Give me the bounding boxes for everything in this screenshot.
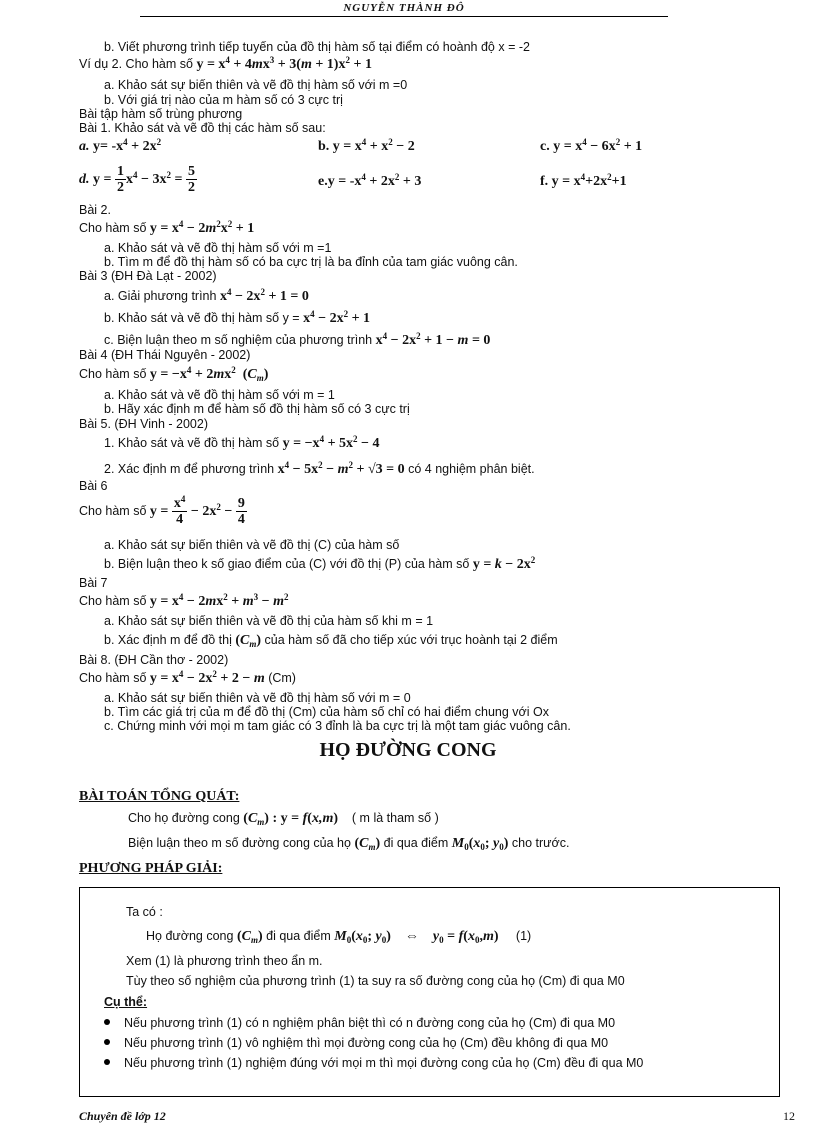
text-line: b. Hãy xác định m để hàm số đồ thị hàm số có 3 cực trị: [104, 402, 410, 416]
cu-the-label: Cụ thể:: [104, 995, 148, 1009]
text-line: c. Chứng minh với mọi m tam giác có 3 đỉnh là ba cực trị là một tam giác vuông cân.: [104, 719, 571, 733]
text-line: a. Khảo sát và vẽ đồ thị hàm số với m = 1: [104, 388, 335, 402]
text-line: Tùy theo số nghiệm của phương trình (1) ta suy ra số đường cong của họ (Cm) đi qua M0: [126, 974, 625, 988]
page-header: NGUYỄN THÀNH ĐÔ: [140, 2, 668, 17]
exercise-6: Bài 6: [79, 479, 108, 493]
text-line: b. Xác định m để đồ thị $(C_m)$ của hàm số đã cho tiếp xúc với trục hoành tại 2 điểm: [104, 633, 558, 649]
text-line: b. Biện luận theo k số giao điểm của (C) với đồ thị (P) của hàm số $y = k - 2x^2$: [104, 555, 536, 572]
footer-title: Chuyên đề lớp 12: [79, 1109, 166, 1123]
text-line: 1. Khảo sát và vẽ đồ thị hàm số $y = -x^4 + 5x^2 - 4$: [104, 434, 380, 451]
formula-c: c. $y = x^4 - 6x^2 + 1$: [540, 137, 643, 154]
text-line: a. Khảo sát sự biến thiên và vẽ đồ thị hàm số với m =0: [104, 78, 408, 92]
formula-e: $e.y = -x^4 + 2x^2 + 3$: [318, 172, 422, 189]
formula-f: f. $y = x^4+2x^2+1$: [540, 172, 627, 189]
formula-d: d. y = $\frac{1}{2}$ $x^4 - 3x^2$ = $\frac{5}{2}$: [79, 164, 195, 196]
exercise-5: Bài 5. (ĐH Vinh - 2002): [79, 417, 208, 431]
text-line: 2. Xác định m để phương trình $x^4 - 5x^2 - m^2 + √3 = 0$ có 4 nghiệm phân biệt.: [104, 460, 535, 477]
text-line: Cho họ đường cong $(C_m)$ : y = f(x,m) ( m là tham số ): [128, 811, 439, 827]
text-line: c. Biện luận theo m số nghiệm của phương trình $x^4 - 2x^2 + 1 - m = 0$: [104, 331, 491, 348]
text-line: a. Khảo sát sự biến thiên và vẽ đồ thị (C) của hàm số: [104, 538, 400, 552]
exercise-8: Bài 8. (ĐH Cần thơ - 2002): [79, 653, 229, 667]
text-line: b. Tìm m để đồ thị hàm số có ba cực trị là ba đỉnh của tam giác vuông cân.: [104, 255, 518, 269]
text-line: Họ đường cong $(C_m)$ đi qua điểm $M_0(x_0$; $y_0$) ⇔ $y_0 = f(x_0,m)$ (1): [146, 929, 532, 945]
exercise-1: Bài 1. Khảo sát và vẽ đồ thị các hàm số sau:: [79, 121, 326, 135]
text-line: b. Với giá trị nào của m hàm số có 3 cực trị: [104, 93, 343, 107]
section-title: HỌ ĐƯỜNG CONG: [319, 739, 497, 761]
text-line: a. Giải phương trình $x^4 - 2x^2 + 1 = 0$: [104, 287, 309, 304]
text-line: Biện luận theo m số đường cong của họ $(C_m)$ đi qua điểm $M_0(x_0$; $y_0$) cho trước.: [128, 836, 570, 852]
text-line: b. Tìm các giá trị của m để đồ thị (Cm) của hàm số chỉ có hai điểm chung với Ox: [104, 705, 549, 719]
general-heading: BÀI TOÁN TỔNG QUÁT:: [79, 789, 240, 804]
text-line: b. Viết phương trình tiếp tuyến của đồ thị hàm số tại điểm có hoành độ x = -2: [104, 40, 530, 54]
exercise-3: Bài 3 (ĐH Đà Lạt - 2002): [79, 269, 217, 283]
text-line: Cho hàm số $y = x^4 - 2m^2x^2 + 1$: [79, 219, 255, 236]
text-line: Cho hàm số y = $\frac{x^4}{4}$ − $2x^2$ − $\frac{9}{4}$: [79, 494, 245, 528]
text-line: Cho hàm số $y = -x^4 + 2mx^2$ $(C_m)$: [79, 365, 269, 383]
text-line: Bài tập hàm số trùng phương: [79, 107, 243, 121]
text-line: Xem (1) là phương trình theo ẩn m.: [126, 954, 323, 968]
bullet-item: Nếu phương trình (1) vô nghiệm thì mọi đường cong của họ (Cm) đều không đi qua M0: [104, 1037, 608, 1051]
text-line: a. Khảo sát và vẽ đồ thị hàm số với m =1: [104, 241, 332, 255]
text-line: Ta có :: [126, 905, 163, 919]
bullet-item: Nếu phương trình (1) nghiệm đúng với mọi m thì mọi đường cong của họ (Cm) đều đi qua M0: [104, 1057, 643, 1071]
bullet-item: Nếu phương trình (1) có n nghiệm phân biệt thì có n đường cong của họ (Cm) đi qua M0: [104, 1017, 615, 1031]
text-line: a. Khảo sát sự biến thiên và vẽ đồ thị hàm số với m = 0: [104, 691, 411, 705]
exercise-2: Bài 2.: [79, 203, 111, 217]
exercise-7: Bài 7: [79, 576, 108, 590]
text-line: Cho hàm số $y = x^4 - 2x^2 + 2 - m$ (Cm): [79, 669, 296, 686]
formula-a: a. $y= -x^4 + 2x^2$: [79, 137, 162, 154]
text-line: a. Khảo sát sự biến thiên và vẽ đồ thị của hàm số khi m = 1: [104, 614, 434, 628]
text-line: Cho hàm số $y = x^4 - 2mx^2 + m^3 - m^2$: [79, 592, 289, 609]
exercise-4: Bài 4 (ĐH Thái Nguyên - 2002): [79, 348, 251, 362]
example-2: Ví dụ 2. Cho hàm số $y = x^4 + 4mx^3 + 3(m + 1)x^2 + 1$: [79, 55, 372, 72]
page-number: 12: [783, 1109, 795, 1123]
text-line: b. Khảo sát và vẽ đồ thị hàm số $y = x^4 - 2x^2 + 1$: [104, 309, 371, 326]
method-heading: PHƯƠNG PHÁP GIẢI:: [79, 861, 223, 876]
formula-b: b. $y = x^4 + x^2 - 2$: [318, 137, 415, 154]
